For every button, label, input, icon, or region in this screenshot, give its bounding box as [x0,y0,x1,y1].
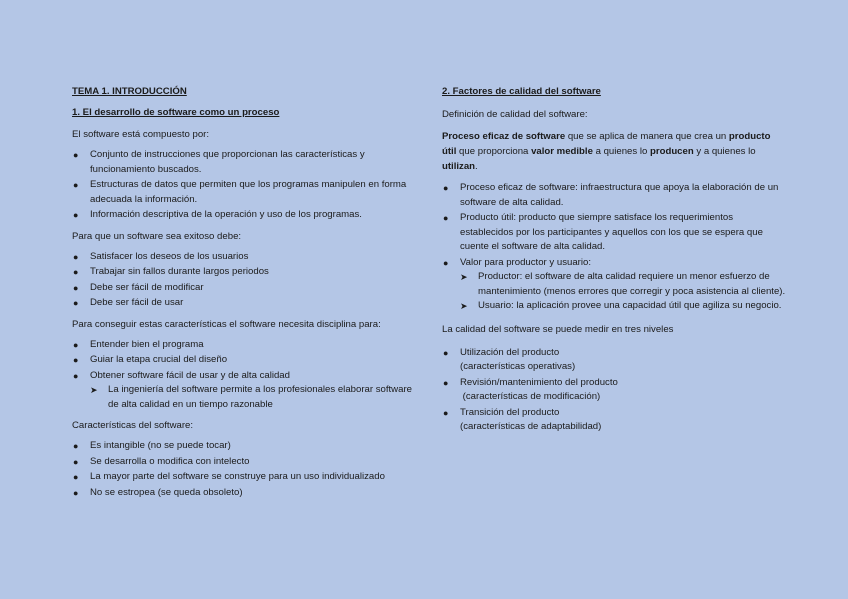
bullet-icon: ● [73,456,79,467]
bullet-icon: ● [73,251,79,262]
bullet-icon: ● [73,180,79,190]
list-item: ● Utilización del producto (características operativas) [443,346,576,372]
list-item: ● Se desarrolla o modifica con intelecto [72,455,418,470]
bullet-icon: ● [443,347,449,358]
bullet-icon: ● [443,213,449,223]
list-item: ● Estructuras de datos que permiten que los programas manipulen en forma adecuada la información. [73,179,407,205]
list-item: ● Es intangible (no se puede tocar) [72,439,418,454]
section-2-heading: 2. Factores de calidad del software [442,86,601,97]
components-list [72,148,418,223]
sub-list-item: ➤ Usuario: la aplicación provee una capacidad útil que agiliza su negocio. [460,299,787,314]
bullet-icon: ● [443,257,449,268]
list-item: ● Información descriptiva de la operación y uso de los programas. [72,208,418,223]
features-intro: Características del software: [72,420,194,431]
bullet-icon: ● [73,282,79,293]
bullet-icon: ● [73,210,79,220]
section-1-heading: 1. El desarrollo de software como un proceso [72,107,280,118]
discipline-intro: Para conseguir estas características el software necesita disciplina para: [72,318,381,330]
list-item: ● Valor para productor y usuario: ➤ Productor: el software de alta calidad requiere un menor esfuerzo de mantenimiento (menos errores que corregir y poca asistencia al cliente). ➤ Usuario: la aplicación provee una capacidad útil que agiliza su negocio. [442,256,787,314]
list-item: ● Proceso eficaz de software: infraestructura que apoya la elaboración de un software de alta calidad. [443,182,779,208]
discipline-sublist [90,383,418,412]
success-list [72,250,418,311]
bullet-icon: ● [73,339,79,350]
left-column [72,86,418,501]
arrow-bullet-icon: ➤ [460,272,468,282]
list-item: ● La mayor parte del software se construye para un uso individualizado [72,470,418,485]
list-item: ● No se estropea (se queda obsoleto) [72,486,418,501]
quality-definition: Proceso eficaz de software que se aplica de manera que crea un producto útil que proporciona valor medible a quienes lo producen y a quienes lo utilizan. [442,131,771,172]
bullet-icon: ● [73,150,79,160]
sub-list-item: ➤ Productor: el software de alta calidad requiere un menor esfuerzo de mantenimiento (menos errores que corregir y poca asistencia al cliente). [460,271,786,297]
bullet-icon: ● [443,407,449,418]
bullet-icon: ● [73,472,79,482]
features-list [72,439,418,500]
list-item: ● Transición del producto (características de adaptabilidad) [443,406,602,432]
bullet-icon: ● [443,377,449,388]
list-item: ● Conjunto de instrucciones que proporcionan las características y funcionamiento buscados. [73,149,365,175]
list-item: ● Revisión/mantenimiento del producto (características de modificación) [443,376,618,402]
topic-title: TEMA 1. INTRODUCCIÓN [72,86,187,97]
arrow-bullet-icon: ➤ [460,301,468,311]
list-item: ● Obtener software fácil de usar y de alta calidad ➤ La ingeniería del software permite a los profesionales elaborar software de alta calidad en un tiempo razonable [72,369,418,413]
definition-label: Definición de calidad del software: [442,109,588,120]
components-intro: El software está compuesto por: [72,129,210,140]
bullet-icon: ● [73,370,79,381]
bullet-icon: ● [73,298,79,308]
bullet-icon: ● [73,441,79,451]
list-item: ● Guiar la etapa crucial del diseño [72,353,418,368]
list-item: ● Debe ser fácil de modificar [72,281,418,296]
right-column [442,86,787,436]
bullet-icon: ● [73,487,79,498]
bullet-icon: ● [73,355,79,365]
list-item: ● Entender bien el programa [72,338,418,353]
quality-points-list [442,181,787,314]
quality-levels-list [442,346,787,435]
list-item: ● Debe ser fácil de usar [72,296,418,311]
discipline-list [72,338,418,413]
bullet-icon: ● [443,183,449,193]
bullet-icon: ● [73,267,79,277]
list-item: ● Satisfacer los deseos de los usuarios [72,250,418,265]
levels-intro: La calidad del software se puede medir en tres niveles [442,323,674,335]
sub-list-item: ➤ La ingeniería del software permite a los profesionales elaborar software de alta calidad en un tiempo razonable [90,384,412,410]
success-intro: Para que un software sea exitoso debe: [72,230,242,242]
arrow-bullet-icon: ➤ [90,385,98,395]
value-sublist [460,270,787,314]
list-item: ● Producto útil: producto que siempre satisface los requerimientos establecidos por los participantes y aquellos con los que se espera que cuente el software de alta calidad. [443,212,763,252]
list-item: ● Trabajar sin fallos durante largos periodos [72,265,418,280]
